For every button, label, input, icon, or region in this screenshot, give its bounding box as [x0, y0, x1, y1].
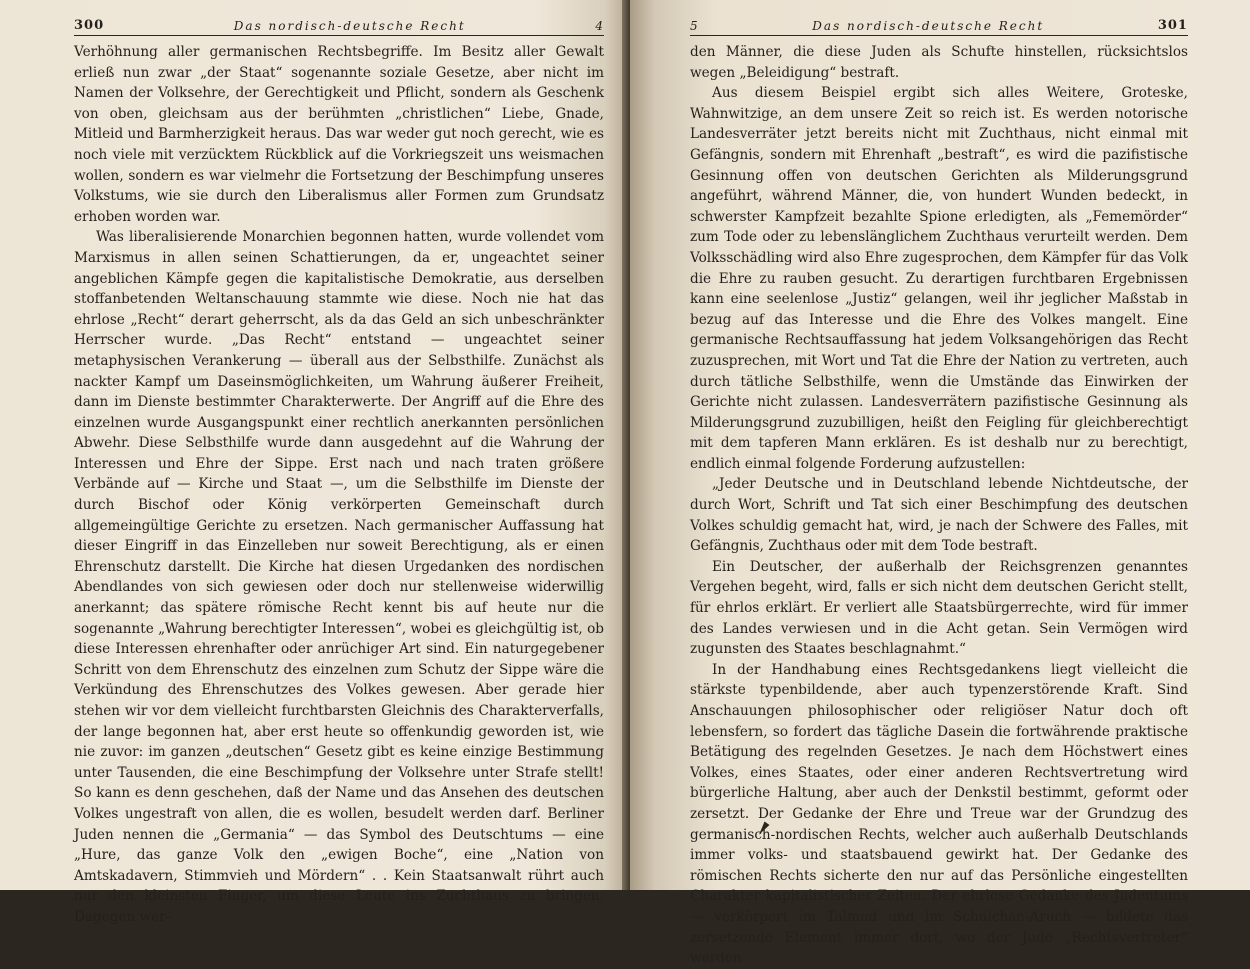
left-signature-mark: 4	[595, 19, 604, 33]
paragraph: Verhöhnung aller germanischen Rechtsbegriffe. Im Besitz aller Gewalt erließ nun zwar „der Staat“ sogenannte soziale Gesetze, aber nicht im Namen der Volksehre, der Gerechtigkeit und Pflicht, sondern als Geschenk von oben, gleichsam aus der berühmten „christlichen“ Liebe, Gnade, Mitleid und Barmherzigkeit heraus. Das war weder gut noch gerecht, wie es noch viele mit verzücktem Rückblick auf die Vorkriegszeit uns weismachen wollen, sondern es war vielmehr die Fortsetzung der Beschimpfung unseres Volkstums, wie sie durch den Liberalismus aller Formen zum Grundsatz erhoben worden war.	[74, 44, 604, 225]
quoted-demand: „Jeder Deutsche und in Deutschland lebende Nichtdeutsche, der durch Wort, Schrift und Tat sich einer Beschimpfung des deutschen Volkes schuldig gemacht hat, wird, je nach der Schwere des Falles, mit Gefängnis, Zuchthaus oder mit dem Tode bestraft.	[690, 476, 1188, 555]
right-page-header	[690, 18, 1188, 36]
left-page-number: 300	[74, 18, 105, 33]
left-page-header	[74, 18, 604, 36]
paragraph: Was liberalisierende Monarchien begonnen hatten, wurde vollendet vom Marxismus in allen seinen Schattierungen, da er, ungeachtet seiner angeblichen Kämpfe gegen die kapitalistische Demokratie, aus derselben stoffanbetenden Weltanschauung stammte wie diese. Noch nie hat das ehrlose „Recht“ derart geherrscht, als da das Geld an sich unbeschränkter Herrscher wurde. „Das Recht“ entstand — ungeachtet seiner metaphysischen Verankerung — überall aus der Selbsthilfe. Zunächst als nackter Kampf um Daseinsmöglichkeiten, um Wahrung äußerer Freiheit, dann im Dienste bestimmter Charakterwerte. Der Angriff auf die Ehre des einzelnen wurde Ausgangspunkt einer rechtlich anerkannten persönlichen Abwehr. Diese Selbsthilfe wurde dann ausgedehnt auf die Wahrung der Interessen und Ehre der Sippe. Erst nach und nach traten größere Verbände auf — Kirche und Staat —, um die Selbsthilfe im Dienste der durch Bischof oder König verkörperten Gemeinschaft durch allgemeingültige Gerichte zu ersetzen. Nach germanischer Auffassung hat dieser Eingriff in das Einzelleben nur soweit Berechtigung, als er einen Ehrenschutz darstellt. Die Kirche hat diesen Urgedanken des nordischen Abendlandes von sich gewiesen oder doch nur stellenweise widerwillig anerkannt; das spätere römische Recht kennt bis auf heute nur die sogenannte „Wahrung berechtigter Interessen“, wobei es gleichgültig ist, ob diese Interessen ehrenhafter oder anrüchiger Art sind. Ein naturgegebener Schritt von dem Ehrenschutz des einzelnen zum Schutz der Sippe wäre die Verkündung des Ehrenschutzes des Volkes gewesen. Aber gerade hier stehen wir vor dem vielleicht furchtbarsten Gleichnis des Charakterverfalls, der lange begonnen hat, aber erst heute so offenkundig geworden ist, wie nie zuvor: im ganzen „deutschen“ Gesetz gibt es keine einzige Bestimmung unter Tausenden, die eine Beschimpfung der Volksehre unter Strafe stellt! So kann es denn geschehen, daß der Name und das Ansehen des deutschen Volkes ungestraft von allen, die es wollen, besudelt werden darf. Berliner Juden nennen die „Germania“ — das Symbol des Deutschtums — eine „Hure, das ganze Volk den „ewigen Boche“, eine „Nation von Amtskadavern, Stimmvieh und Mördern“ . . Kein Staatsanwalt rührt auch nur den kleinsten Finger, um diese Leute ins Zuchthaus zu bringen. Dagegen wer-	[74, 229, 604, 925]
paragraph: Aus diesem Beispiel ergibt sich alles Weitere, Groteske, Wahnwitzige, an dem unsere Zeit so reich ist. Es werden notorische Landesverräter jetzt bereits nicht mit Zuchthaus, nicht einmal mit Gefängnis, sondern mit Ehrenhaft „bestraft“, es wird die pazifistische Gesinnung offen von deutschen Gerichten als Milderungsgrund angeführt, während Männer, die, von hundert Wunden bedeckt, in schwerster Kampfzeit bezahlte Spione erledigten, als „Fememörder“ zum Tode oder zu lebenslänglichem Zuchthaus verurteilt werden. Dem Volksschädling wird also Ehre zugesprochen, dem Kämpfer für das Volk die Ehre zu rauben gesucht. Zu derartigen furchtbaren Ergebnissen kann eine seelenlose „Justiz“ gelangen, weil ihr jeglicher Maßstab in bezug auf das Interesse und die Ehre des Volkes mangelt. Eine germanische Rechtsauffassung hat jedem Volksangehörigen das Recht zuzusprechen, mit Wort und Tat die Ehre der Nation zu vertreten, auch durch tätliche Selbsthilfe, wenn die Umstände das Einwirken der Gerichte nicht zulassen. Landesverrätern pazifistische Gesinnung als Milderungsgrund zuzubilligen, heißt den Feigling für gleichberechtigt mit dem tapferen Mann erklären. Es ist deshalb nur zu berechtigt, endlich einmal folgende Forderung aufzustellen:	[690, 85, 1188, 472]
right-signature-mark: 5	[690, 19, 699, 33]
paragraph: In der Handhabung eines Rechtsgedankens liegt vielleicht die stärkste typenbildende, aber auch typenzerstörende Kraft. Sind Anschauungen philosophischer oder religiöser Natur doch oft lebensfern, so fordert das tägliche Dasein die fortwährende praktische Betätigung des regelnden Gesetzes. Je nach dem Höchstwert eines Volkes, eines Staates, oder einer anderen Rechtsvertretung wird bürgerliche Haltung, aber auch der Denkstil bestimmt, geformt oder zersetzt. Der Gedanke der Ehre und Treue war der Grundzug des germanisch-nordischen Rechts, welcher auch außerhalb Deutschlands immer volks- und staatsbauend gewirkt hat. Der Gedanke des römischen Rechts sicherte den nur auf das Persönliche eingestellten Charakter kapitalistischer Zeiten. Der ehrlose Gedanke des Judentums — verkörpert im Talmud und im Schulchan-Aruch — bildete das zersetzende Element immer dort, wo der Jude „Rechtsvertreter“ werden	[690, 661, 1188, 967]
left-page-body	[74, 42, 604, 928]
quoted-demand: Ein Deutscher, der außerhalb der Reichsgrenzen genanntes Vergehen begeht, wird, falls er sich nicht dem deutschen Gericht stellt, für ehrlos erklärt. Er verliert alle Staatsbürgerrechte, wird für immer des Landes verwiesen und in die Acht getan. Sein Vermögen wird zugunsten des Staates beschlagnahmt.“	[690, 558, 1188, 658]
paragraph: den Männer, die diese Juden als Schufte hinstellen, rücksichtslos wegen „Beleidigung“ bestraft.	[690, 44, 1188, 81]
right-running-title: Das nordisch-deutsche Recht	[812, 19, 1045, 33]
right-page	[630, 0, 1250, 967]
left-running-title: Das nordisch-deutsche Recht	[233, 19, 466, 33]
right-page-number: 301	[1157, 18, 1188, 33]
left-page	[0, 0, 630, 925]
